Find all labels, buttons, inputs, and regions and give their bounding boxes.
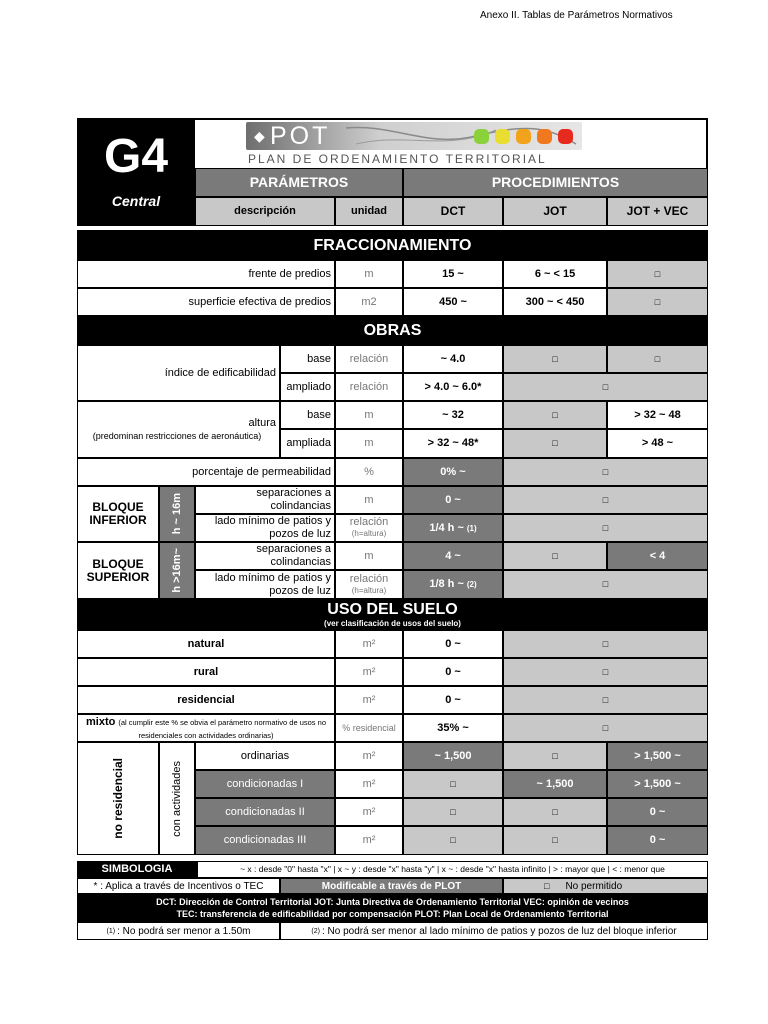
section-fraccionamiento: FRACCIONAMIENTO bbox=[77, 230, 708, 260]
legend-modificable: Modificable a través de PLOT bbox=[280, 878, 503, 894]
inf-patio-jot: □ bbox=[503, 514, 708, 542]
superficie-unit: m2 bbox=[335, 288, 403, 316]
sup-patio-ref: (2) bbox=[466, 580, 477, 589]
sup-patio-unit bbox=[335, 570, 403, 599]
rural-label: rural bbox=[77, 658, 335, 686]
pot-logo bbox=[196, 120, 706, 168]
cond3-unit: m² bbox=[335, 826, 403, 855]
indice-base-dct: ~ 4.0 bbox=[403, 345, 503, 373]
logo-dot-darkorange bbox=[537, 129, 552, 144]
indice-label: índice de edificabilidad bbox=[77, 345, 280, 401]
inf-patio-unit-main: relación bbox=[349, 516, 389, 528]
altura-base-dct: ~ 32 bbox=[403, 401, 503, 429]
section-obras: OBRAS bbox=[77, 316, 708, 345]
footnote-2-text: : No podrá ser menor al lado mínimo de patios y pozos de luz del bloque inferior bbox=[321, 925, 677, 937]
superficie-label: superficie efectiva de predios bbox=[77, 288, 335, 316]
inf-patio-unit bbox=[335, 514, 403, 542]
inf-sep-jot: □ bbox=[503, 486, 708, 514]
cond3-label: condicionadas III bbox=[195, 826, 335, 855]
cond2-jot: □ bbox=[503, 798, 607, 826]
altura-base-unit: m bbox=[335, 401, 403, 429]
altura-ampliada: ampliada bbox=[280, 429, 335, 458]
altura-base-jotvec: > 32 ~ 48 bbox=[607, 401, 708, 429]
footnote-2-ref: (2) bbox=[311, 927, 320, 935]
superficie-dct: 450 ~ bbox=[403, 288, 503, 316]
sup-patio-dct bbox=[403, 570, 503, 599]
ordinarias-unit: m² bbox=[335, 742, 403, 770]
header-parametros: PARÁMETROS bbox=[195, 168, 403, 197]
shield-icon: ◆ bbox=[254, 128, 265, 144]
con-actividades-label bbox=[159, 742, 195, 855]
cond3-dct: □ bbox=[403, 826, 503, 855]
cond2-label: condicionadas II bbox=[195, 798, 335, 826]
sup-patio-label: lado mínimo de patios y pozos de luz bbox=[195, 570, 335, 599]
indice-base: base bbox=[280, 345, 335, 373]
logo-dot-red bbox=[558, 129, 573, 144]
indice-base-jot: □ bbox=[503, 345, 607, 373]
legend-no-permitido-cell bbox=[503, 878, 708, 894]
residencial-label: residencial bbox=[77, 686, 335, 714]
altura-base-jot: □ bbox=[503, 401, 607, 429]
logo-dot-green bbox=[474, 129, 489, 144]
legend-incentivos: * : Aplica a través de Incentivos o TEC bbox=[77, 878, 280, 894]
indice-ampliado-dct: > 4.0 ~ 6.0* bbox=[403, 373, 503, 401]
frente-label: frente de predios bbox=[77, 260, 335, 288]
frente-jot: 6 ~ < 15 bbox=[503, 260, 607, 288]
indice-base-jotvec: □ bbox=[607, 345, 708, 373]
inf-sep-dct: 0 ~ bbox=[403, 486, 503, 514]
bloque-inferior-height-text: h ~ 16m bbox=[170, 493, 183, 535]
legend-definitions bbox=[77, 894, 708, 922]
footnote-2 bbox=[280, 922, 708, 940]
annex-title: Anexo II. Tablas de Parámetros Normativos bbox=[480, 10, 673, 21]
bloque-superior-height bbox=[159, 542, 195, 599]
cond1-jotvec: > 1,500 ~ bbox=[607, 770, 708, 798]
altura-ampliada-dct: > 32 ~ 48* bbox=[403, 429, 503, 458]
inf-patio-dct bbox=[403, 514, 503, 542]
natural-dct: 0 ~ bbox=[403, 630, 503, 658]
inf-patio-dct-value: 1/4 h ~ bbox=[429, 521, 464, 534]
footnote-1-ref: (1) bbox=[106, 927, 116, 935]
legend-square: □ bbox=[544, 880, 550, 891]
bloque-inferior-label: BLOQUE INFERIOR bbox=[77, 486, 159, 542]
logo-dot-orange bbox=[516, 129, 531, 144]
mixto-label-cell bbox=[77, 714, 335, 742]
ordinarias-jot: □ bbox=[503, 742, 607, 770]
zone-code: G4 bbox=[103, 129, 169, 183]
inf-patio-label: lado mínimo de patios y pozos de luz bbox=[195, 514, 335, 542]
legend-def1: DCT: Dirección de Control Territorial JOT: Junta Directiva de Ordenamiento Territorial VEC: opinión de vecinos bbox=[156, 897, 629, 907]
altura-label-cell bbox=[77, 401, 280, 458]
inf-patio-unit-note: (h=altura) bbox=[351, 529, 387, 538]
mixto-jot: □ bbox=[503, 714, 708, 742]
header-procedimientos: PROCEDIMIENTOS bbox=[403, 168, 708, 197]
zone-name: Central bbox=[111, 192, 161, 209]
sup-sep-jotvec: < 4 bbox=[607, 542, 708, 570]
rural-jot: □ bbox=[503, 658, 708, 686]
header-unidad: unidad bbox=[335, 197, 403, 226]
legend-def2: TEC: transferencia de edificabilidad por compensación PLOT: Plan Local de Ordenamiento Territorial bbox=[176, 909, 609, 919]
frente-jotvec: □ bbox=[607, 260, 708, 288]
mixto-note: (al cumplir este % se obvia el parámetro normativo de usos no residenciales con actividades ordinarias) bbox=[118, 718, 326, 740]
natural-label: natural bbox=[77, 630, 335, 658]
indice-ampliado-jot: □ bbox=[503, 373, 708, 401]
altura-ampliada-unit: m bbox=[335, 429, 403, 458]
permeabilidad-jot: □ bbox=[503, 458, 708, 486]
ordinarias-dct: ~ 1,500 bbox=[403, 742, 503, 770]
cond2-unit: m² bbox=[335, 798, 403, 826]
altura-ampliada-jot: □ bbox=[503, 429, 607, 458]
section-uso-suelo bbox=[77, 599, 708, 630]
sup-patio-dct-value: 1/8 h ~ bbox=[429, 578, 464, 590]
natural-unit: m² bbox=[335, 630, 403, 658]
rural-unit: m² bbox=[335, 658, 403, 686]
altura-note: (predominan restricciones de aeronáutica) bbox=[92, 430, 262, 441]
altura-base: base bbox=[280, 401, 335, 429]
simbologia-label: SIMBOLOGIA bbox=[77, 861, 197, 878]
footnote-1 bbox=[77, 922, 280, 940]
header-dct: DCT bbox=[403, 197, 503, 226]
legend-no-permitido: No permitido bbox=[565, 880, 623, 892]
mixto-unit: % residencial bbox=[335, 714, 403, 742]
sup-sep-label: separaciones a colindancias bbox=[195, 542, 335, 570]
mixto-label: mixto bbox=[85, 716, 116, 728]
inf-sep-unit: m bbox=[335, 486, 403, 514]
residencial-unit: m² bbox=[335, 686, 403, 714]
con-actividades-text: con actividades bbox=[170, 760, 183, 837]
cond2-jotvec: 0 ~ bbox=[607, 798, 708, 826]
cond1-label: condicionadas I bbox=[195, 770, 335, 798]
no-residencial-label bbox=[77, 742, 159, 855]
ordinarias-label: ordinarias bbox=[195, 742, 335, 770]
permeabilidad-dct: 0% ~ bbox=[403, 458, 503, 486]
zone-block bbox=[77, 118, 195, 226]
sup-sep-jot: □ bbox=[503, 542, 607, 570]
indice-base-unit: relación bbox=[335, 345, 403, 373]
sup-sep-unit: m bbox=[335, 542, 403, 570]
inf-sep-label: separaciones a colindancias bbox=[195, 486, 335, 514]
logo-subtitle: PLAN DE ORDENAMIENTO TERRITORIAL bbox=[248, 152, 547, 166]
sup-sep-dct: 4 ~ bbox=[403, 542, 503, 570]
no-residencial-text: no residencial bbox=[110, 758, 125, 839]
uso-title: USO DEL SUELO bbox=[327, 600, 458, 618]
cond1-unit: m² bbox=[335, 770, 403, 798]
cond1-jot: ~ 1,500 bbox=[503, 770, 607, 798]
cond3-jotvec: 0 ~ bbox=[607, 826, 708, 855]
ordinarias-jotvec: > 1,500 ~ bbox=[607, 742, 708, 770]
rural-dct: 0 ~ bbox=[403, 658, 503, 686]
header-descripcion: descripción bbox=[195, 197, 335, 226]
frente-unit: m bbox=[335, 260, 403, 288]
logo-word: POT bbox=[270, 122, 331, 150]
cond2-dct: □ bbox=[403, 798, 503, 826]
header-jotvec: JOT + VEC bbox=[607, 197, 708, 226]
cond3-jot: □ bbox=[503, 826, 607, 855]
residencial-dct: 0 ~ bbox=[403, 686, 503, 714]
sup-patio-unit-main: relación bbox=[349, 572, 389, 585]
natural-jot: □ bbox=[503, 630, 708, 658]
bloque-inferior-height bbox=[159, 486, 195, 542]
indice-ampliado: ampliado bbox=[280, 373, 335, 401]
header-jot: JOT bbox=[503, 197, 607, 226]
legend-ranges: ~ x : desde "0" hasta "x" | x ~ y : desde "x" hasta "y" | x ~ : desde "x" hasta infinito | > : mayor que | < : menor que bbox=[197, 861, 708, 878]
logo-bar bbox=[246, 122, 582, 150]
mixto-dct: 35% ~ bbox=[403, 714, 503, 742]
uso-subtitle: (ver clasificación de usos del suelo) bbox=[324, 618, 461, 628]
superficie-jot: 300 ~ < 450 bbox=[503, 288, 607, 316]
frente-dct: 15 ~ bbox=[403, 260, 503, 288]
superficie-jotvec: □ bbox=[607, 288, 708, 316]
inf-patio-ref: (1) bbox=[466, 523, 477, 533]
sup-patio-jot: □ bbox=[503, 570, 708, 599]
footnote-1-text: : No podrá ser menor a 1.50m bbox=[117, 925, 251, 937]
sup-patio-unit-note: (h=altura) bbox=[351, 585, 387, 595]
residencial-jot: □ bbox=[503, 686, 708, 714]
logo-dot-yellow bbox=[495, 129, 510, 144]
cond1-dct: □ bbox=[403, 770, 503, 798]
permeabilidad-unit: % bbox=[335, 458, 403, 486]
altura-ampliada-jotvec: > 48 ~ bbox=[607, 429, 708, 458]
bloque-superior-height-text: h >16m~ bbox=[170, 548, 183, 593]
altura-label: altura bbox=[248, 416, 276, 429]
permeabilidad-label: porcentaje de permeabilidad bbox=[77, 458, 335, 486]
bloque-superior-label: BLOQUE SUPERIOR bbox=[77, 542, 159, 599]
indice-ampliado-unit: relación bbox=[335, 373, 403, 401]
